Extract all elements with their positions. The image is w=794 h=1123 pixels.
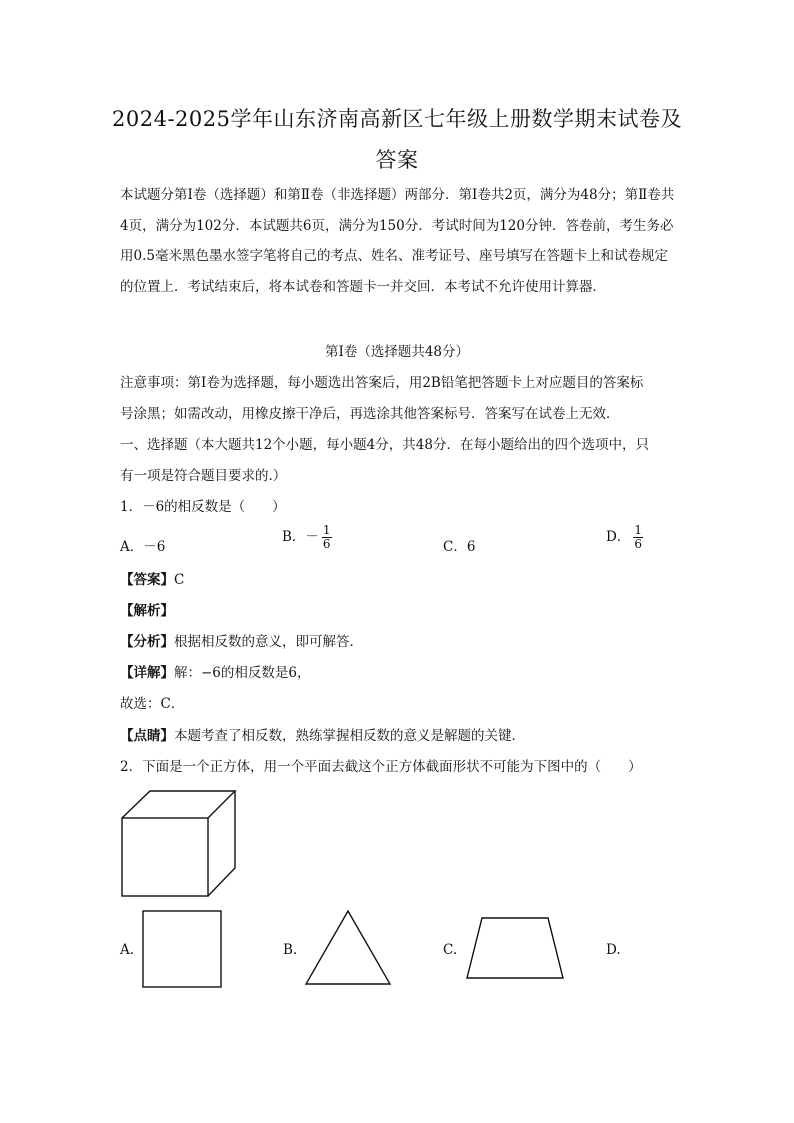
answer-tag: 【答案】 xyxy=(120,572,174,588)
trapezoid-shape xyxy=(464,915,566,981)
fraction-numerator: 1 xyxy=(322,523,331,537)
fraction xyxy=(633,524,643,551)
q1-xiangjie xyxy=(120,663,311,683)
q1-option-b-prefix: B．－ xyxy=(282,529,319,545)
fenxi-text: 根据相反数的意义，即可解答． xyxy=(174,634,363,650)
dianjing-text: 本题考查了相反数，熟练掌握相反数的意义是解题的关键． xyxy=(174,728,525,744)
xiangjie-tag: 【详解】 xyxy=(120,665,174,681)
q1-option-a: A．－6 xyxy=(120,539,166,555)
notice-line-2: 号涂黑；如需改动，用橡皮擦干净后，再选涂其他答案标号．答案写在试卷上无效． xyxy=(120,406,620,422)
triangle-shape xyxy=(303,909,393,987)
q1-choose: 故选：C． xyxy=(120,696,185,712)
q2-option-b-label: B. xyxy=(283,942,298,958)
section-heading: 第Ⅰ卷（选择题共48分） xyxy=(324,344,469,360)
question-1-stem: 1．－6的相反数是（ ） xyxy=(120,499,286,515)
q1-analysis-tag xyxy=(120,601,174,621)
q1-option-c: C．6 xyxy=(443,539,476,555)
fenxi-tag: 【分析】 xyxy=(120,634,174,650)
part-one-line-2: 有一项是符合题目要求的.） xyxy=(120,468,287,484)
document-title-line-1: 2024-2025学年山东济南高新区七年级上册数学期末试卷及 xyxy=(112,107,682,131)
dianjing-tag: 【点睛】 xyxy=(120,728,174,744)
q2-option-c-label: C. xyxy=(443,942,458,958)
q2-option-a-label: A. xyxy=(120,942,135,958)
q1-option-d xyxy=(606,524,643,551)
answer-value: C xyxy=(174,572,185,588)
square-shape xyxy=(141,909,223,989)
fraction-denominator: 6 xyxy=(322,537,331,551)
analysis-tag: 【解析】 xyxy=(120,603,174,619)
question-2-stem: 2．下面是一个正方体，用一个平面去截这个正方体截面形状不可能为下图中的（ ） xyxy=(120,759,642,775)
q1-dianjing xyxy=(120,726,525,746)
q1-answer xyxy=(120,570,184,590)
fraction-denominator: 6 xyxy=(634,537,642,551)
fraction-numerator: 1 xyxy=(634,523,642,537)
q1-option-b xyxy=(282,524,332,551)
fraction xyxy=(322,524,332,551)
notice-line-1: 注意事项：第Ⅰ卷为选择题，每小题选出答案后，用2B铅笔把答题卡上对应题目的答案标 xyxy=(120,375,644,391)
q1-option-d-prefix: D． xyxy=(606,529,631,545)
cube-figure xyxy=(118,788,242,900)
part-one-line-1: 一、选择题（本大题共12个小题，每小题4分，共48分．在每小题给出的四个选项中，只 xyxy=(120,437,649,453)
q1-fenxi xyxy=(120,632,363,652)
xiangjie-text: 解：−6的相反数是6， xyxy=(174,665,311,681)
exam-instructions: 本试题分第Ⅰ卷（选择题）和第Ⅱ卷（非选择题）两部分．第Ⅰ卷共2页，满分为48分；第Ⅱ卷共4页，满分为102分．本试题共6页，满分为150分．考试时间为120分钟．答卷前，考生务必用0.5毫米黑色墨水签字笔将自己的考点、姓名、准考证号、座号填写在答题卡上和试卷规定的位置上．考试结束后，将本试卷和答题卡一并交回．本考试不允许使用计算器． xyxy=(120,187,675,295)
document-title-line-2: 答案 xyxy=(375,148,419,172)
q2-option-d-label: D. xyxy=(606,942,621,958)
